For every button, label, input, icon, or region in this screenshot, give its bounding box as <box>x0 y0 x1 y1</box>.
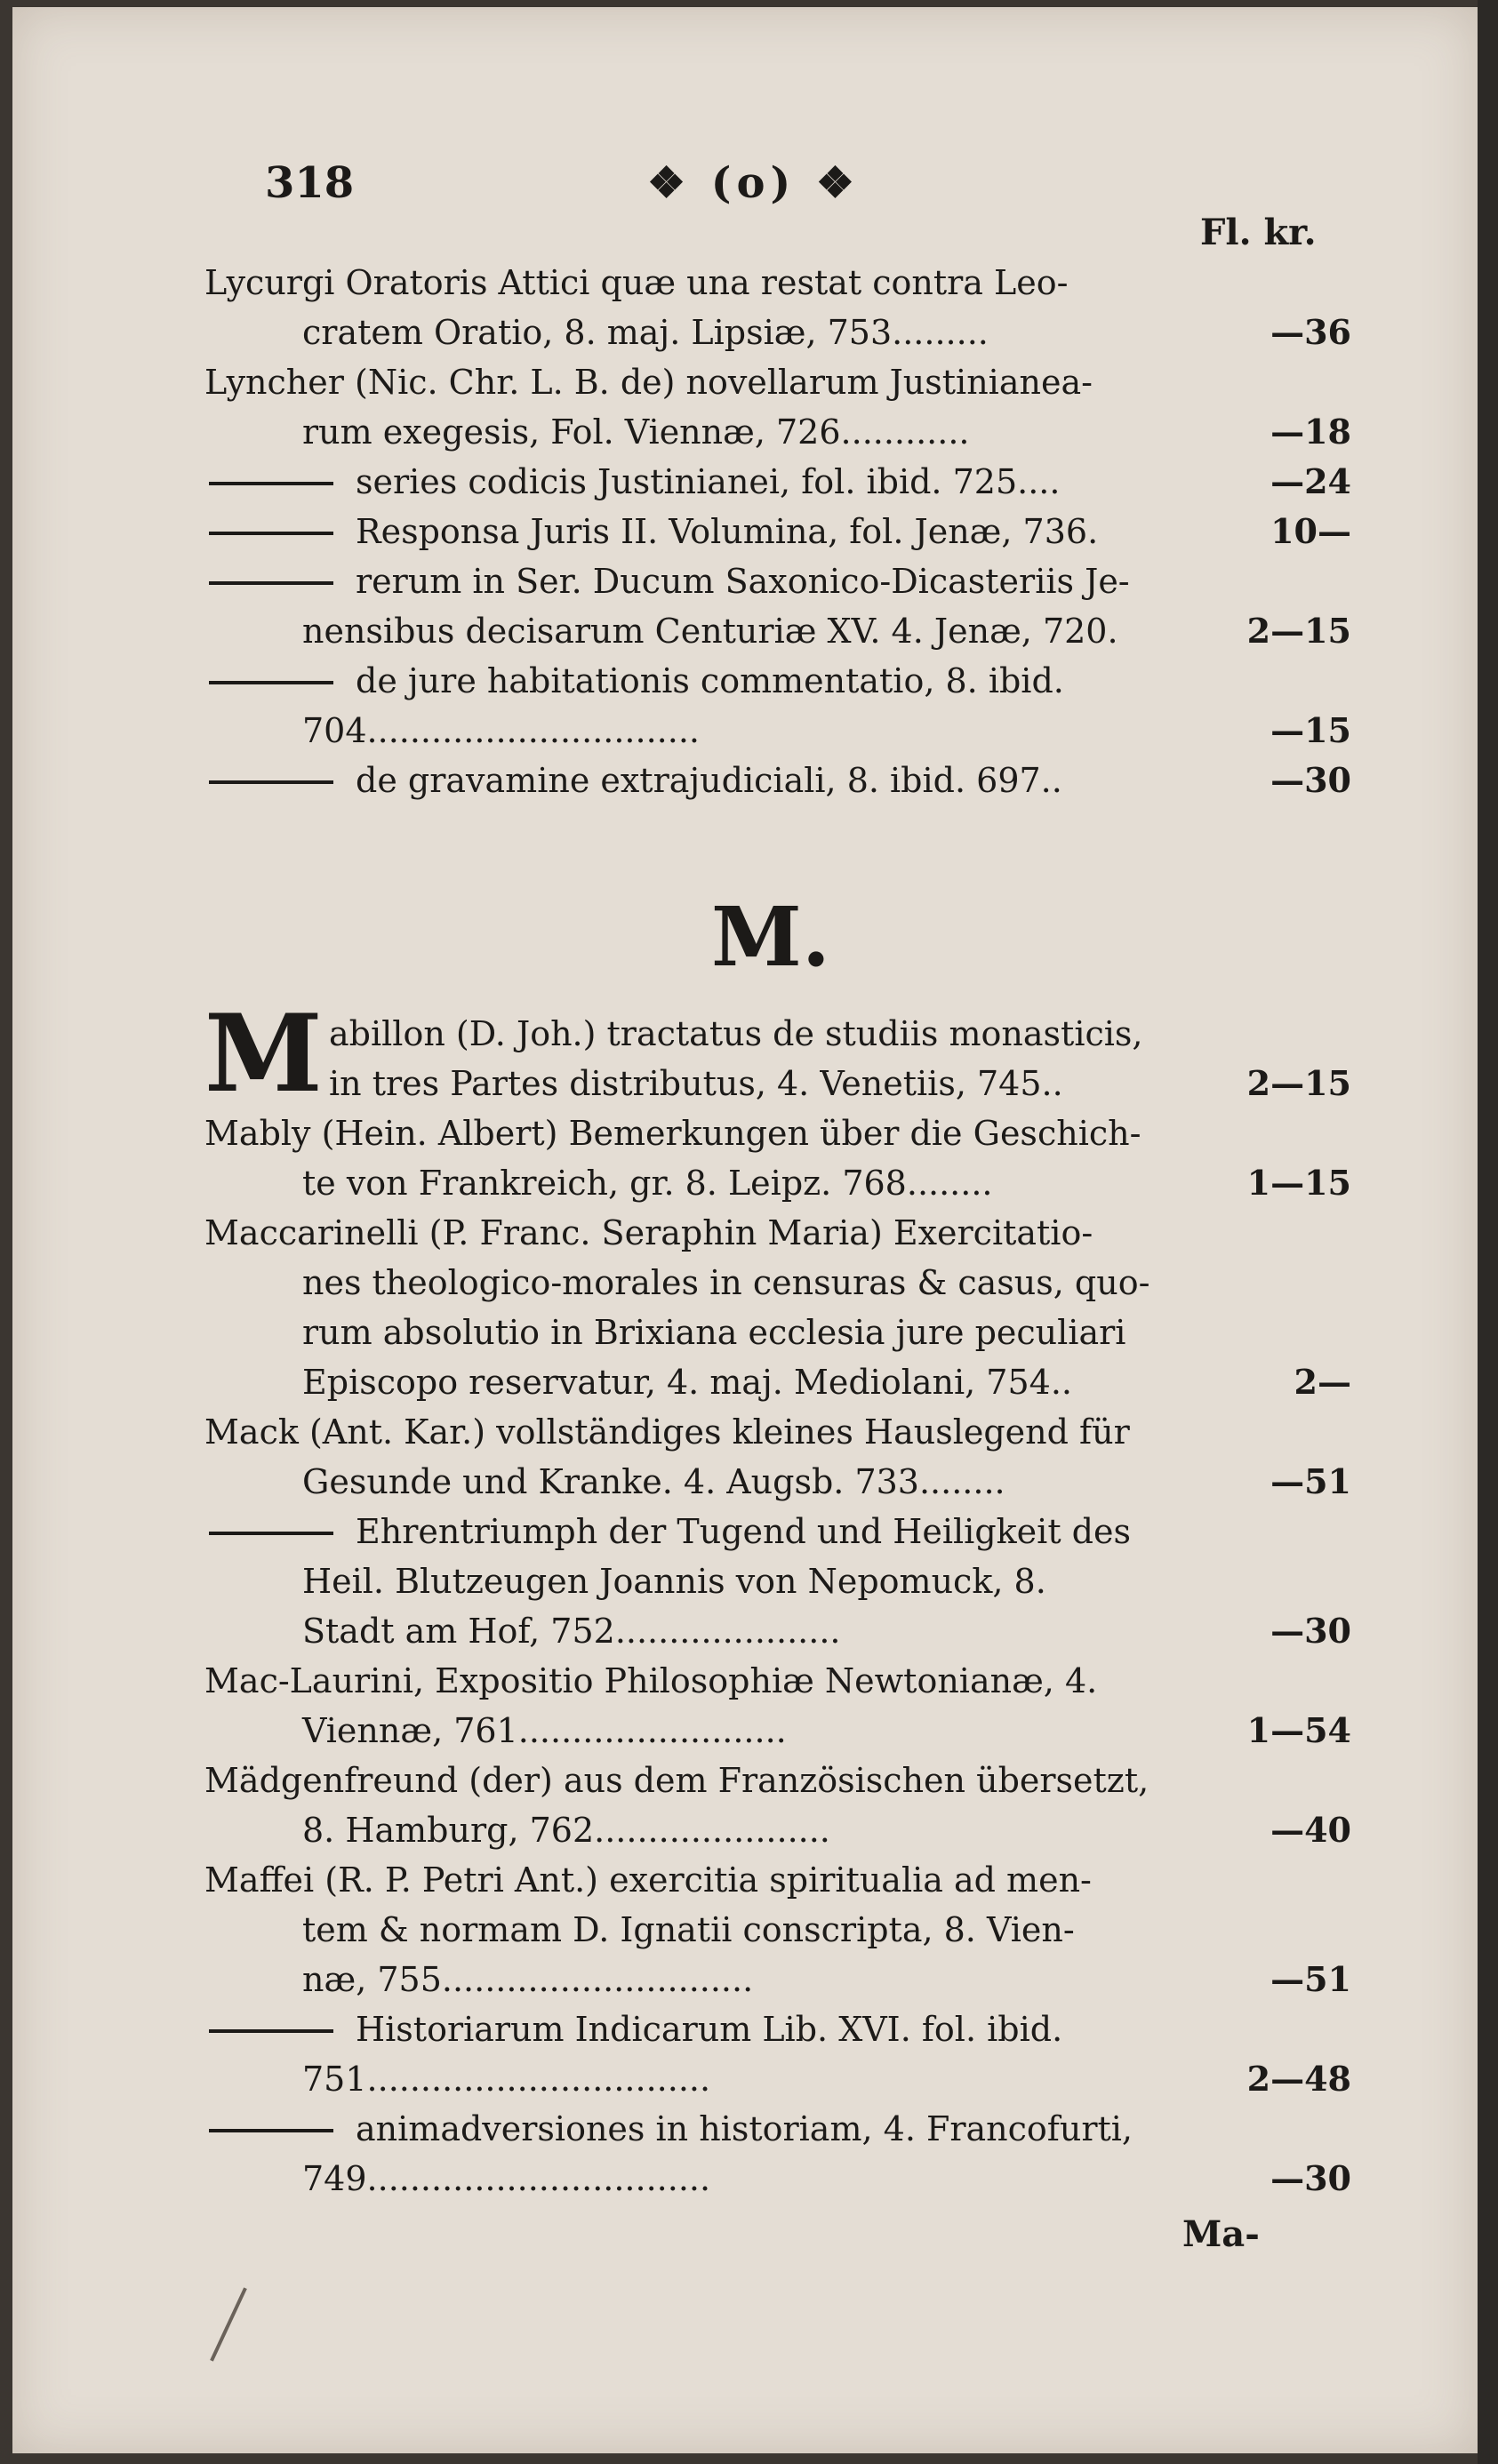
entry-text: Historiarum Indicarum Lib. XVI. fol. ibid. <box>356 2010 1063 2049</box>
entry-price: 1—15 <box>1246 1163 1351 1203</box>
ditto-dash <box>209 780 333 784</box>
entry-price: —30 <box>1270 1611 1351 1651</box>
entry-price: 2— <box>1294 1362 1351 1402</box>
entry-text: cratem Oratio, 8. maj. Lipsiæ, 753......... <box>302 313 989 352</box>
catalog-entry <box>204 556 1351 656</box>
entry-line <box>204 1955 1351 2004</box>
catalog-entry <box>204 258 1351 357</box>
entry-line <box>204 1308 1351 1357</box>
entry-line <box>204 1158 1351 1208</box>
ditto-dash <box>209 2029 333 2033</box>
entry-text: 749................................ <box>302 2159 711 2198</box>
entry-price: —30 <box>1270 2158 1351 2198</box>
section-letter: M. <box>711 889 830 985</box>
catalog-entry <box>204 1656 1351 1756</box>
catalog-entry <box>204 1855 1351 2004</box>
entry-line <box>204 656 1351 706</box>
entry-price: 2—48 <box>1246 2059 1351 2099</box>
entry-line <box>204 2004 1351 2054</box>
entry-line <box>204 1208 1351 1258</box>
entry-text: Ehrentriumph der Tugend und Heiligkeit des <box>356 1512 1131 1551</box>
entry-text: series codicis Justinianei, fol. ibid. 725.... <box>356 462 1061 501</box>
entry-text: Maffei (R. P. Petri Ant.) exercitia spiritualia ad men- <box>204 1860 1092 1900</box>
entry-price: —51 <box>1270 1959 1351 1999</box>
entry-line <box>204 756 1351 805</box>
entry-text: te von Frankreich, gr. 8. Leipz. 768........ <box>302 1164 993 1203</box>
ditto-dash <box>209 1532 333 1535</box>
entry-line <box>204 556 1351 606</box>
entry-price: —40 <box>1270 1810 1351 1850</box>
entry-line <box>204 457 1351 507</box>
header-ornament: ❖ (o) ❖ <box>647 158 860 208</box>
entry-line <box>204 2104 1351 2154</box>
entry-line <box>204 407 1351 457</box>
entry-text: rum exegesis, Fol. Viennæ, 726............ <box>302 412 970 452</box>
entry-price: 10— <box>1270 511 1351 551</box>
entry-text: Responsa Juris II. Volumina, fol. Jenæ, 736. <box>356 512 1099 551</box>
ditto-dash <box>209 2129 333 2132</box>
entry-line <box>204 2154 1351 2204</box>
entry-line <box>204 357 1351 407</box>
entry-text: næ, 755............................. <box>302 1960 754 1999</box>
entry-text: nensibus decisarum Centuriæ XV. 4. Jenæ, 720. <box>302 612 1118 651</box>
scan-edge <box>1478 0 1498 2464</box>
entry-price: —51 <box>1270 1461 1351 1501</box>
entry-line <box>204 1805 1351 1855</box>
catalog-entry <box>204 991 1351 1116</box>
entry-text: 704............................... <box>302 711 700 750</box>
entry-text: de gravamine extrajudiciali, 8. ibid. 697.. <box>356 761 1062 800</box>
entry-text: 751................................ <box>302 2060 711 2099</box>
entry-price: 2—15 <box>1246 1063 1351 1103</box>
catalog-entry <box>204 1407 1351 1507</box>
entry-line <box>204 258 1351 308</box>
entry-text: abillon (D. Joh.) tractatus de studiis monasticis, <box>329 1014 1143 1053</box>
entry-line <box>204 1059 1351 1108</box>
entry-line <box>204 1258 1351 1308</box>
catalog-entry <box>204 1756 1351 1855</box>
entry-line <box>204 1357 1351 1407</box>
entry-line <box>204 1556 1351 1606</box>
catalog-entry <box>204 1507 1351 1656</box>
entry-text: rum absolutio in Brixiana ecclesia jure peculiari <box>302 1313 1126 1352</box>
catalog-entry <box>204 1208 1351 1407</box>
entry-line <box>204 507 1351 556</box>
entry-text: Heil. Blutzeugen Joannis von Nepomuck, 8. <box>302 1562 1046 1601</box>
entry-text: Viennæ, 761......................... <box>302 1711 787 1750</box>
catalog-entry <box>204 507 1351 556</box>
ditto-dash <box>209 532 333 535</box>
entry-line <box>204 1457 1351 1507</box>
entry-text: Maccarinelli (P. Franc. Seraphin Maria) Exercitatio- <box>204 1213 1093 1252</box>
ditto-dash <box>209 681 333 684</box>
catalog-entry <box>204 357 1351 457</box>
entry-text: Lyncher (Nic. Chr. L. B. de) novellarum Justinianea- <box>204 363 1093 402</box>
entry-line <box>204 606 1351 656</box>
entry-price: —30 <box>1270 760 1351 800</box>
entry-text: Mack (Ant. Kar.) vollständiges kleines Hauslegend für <box>204 1412 1130 1452</box>
entry-price: —18 <box>1270 412 1351 452</box>
ditto-dash <box>209 581 333 585</box>
drop-cap: M <box>204 991 323 1116</box>
catalog-entry <box>204 2004 1351 2104</box>
entry-price: —15 <box>1270 710 1351 750</box>
entries-section-L <box>204 258 1351 805</box>
catalog-entry <box>204 2104 1351 2204</box>
entry-text: in tres Partes distributus, 4. Venetiis, 745.. <box>329 1064 1063 1103</box>
entry-text: Mädgenfreund (der) aus dem Französischen übersetzt, <box>204 1761 1150 1800</box>
entry-text: Mably (Hein. Albert) Bemerkungen über die Geschich- <box>204 1114 1142 1153</box>
entry-text: tem & normam D. Ignatii conscripta, 8. Vien- <box>302 1910 1075 1949</box>
entry-price: 2—15 <box>1246 611 1351 651</box>
entry-price: —36 <box>1270 312 1351 352</box>
entry-text: Gesunde und Kranke. 4. Augsb. 733........ <box>302 1462 1005 1501</box>
entry-line <box>204 1855 1351 1905</box>
entry-line <box>204 1507 1351 1556</box>
entry-price: —24 <box>1270 461 1351 501</box>
entry-text: animadversiones in historiam, 4. Francofurti, <box>356 2109 1133 2148</box>
entry-line <box>204 1905 1351 1955</box>
entry-price: 1—54 <box>1246 1710 1351 1750</box>
price-column-heading: Fl. kr. <box>1200 212 1317 253</box>
catalog-entry <box>204 1108 1351 1208</box>
entry-text: Episcopo reservatur, 4. maj. Mediolani, 754.. <box>302 1363 1072 1402</box>
entry-text: Lycurgi Oratoris Attici quæ una restat contra Leo- <box>204 263 1069 302</box>
entry-line <box>204 1108 1351 1158</box>
catalog-entry <box>204 656 1351 756</box>
entry-text: nes theologico-morales in censuras & casus, quo- <box>302 1263 1150 1302</box>
entry-text: de jure habitationis commentatio, 8. ibid. <box>356 661 1064 700</box>
page-number: 318 <box>265 158 355 208</box>
entry-line <box>204 1756 1351 1805</box>
catalog-entry <box>204 457 1351 507</box>
entry-text: Mac-Laurini, Expositio Philosophiæ Newtonianæ, 4. <box>204 1661 1098 1700</box>
entry-line <box>204 1656 1351 1706</box>
entry-line <box>204 1606 1351 1656</box>
entry-line <box>204 1407 1351 1457</box>
catchword: Ma- <box>1182 2213 1260 2255</box>
entry-text: rerum in Ser. Ducum Saxonico-Dicasteriis Je- <box>356 562 1130 601</box>
running-head <box>265 158 1332 220</box>
entry-line <box>204 706 1351 756</box>
entry-text: 8. Hamburg, 762...................... <box>302 1811 830 1850</box>
catalog-entry <box>204 756 1351 805</box>
entry-line <box>204 1706 1351 1756</box>
ditto-dash <box>209 482 333 485</box>
entry-line <box>204 2054 1351 2104</box>
entries-section-M <box>204 991 1351 2204</box>
entry-line <box>204 308 1351 357</box>
entry-text: Stadt am Hof, 752..................... <box>302 1612 841 1651</box>
